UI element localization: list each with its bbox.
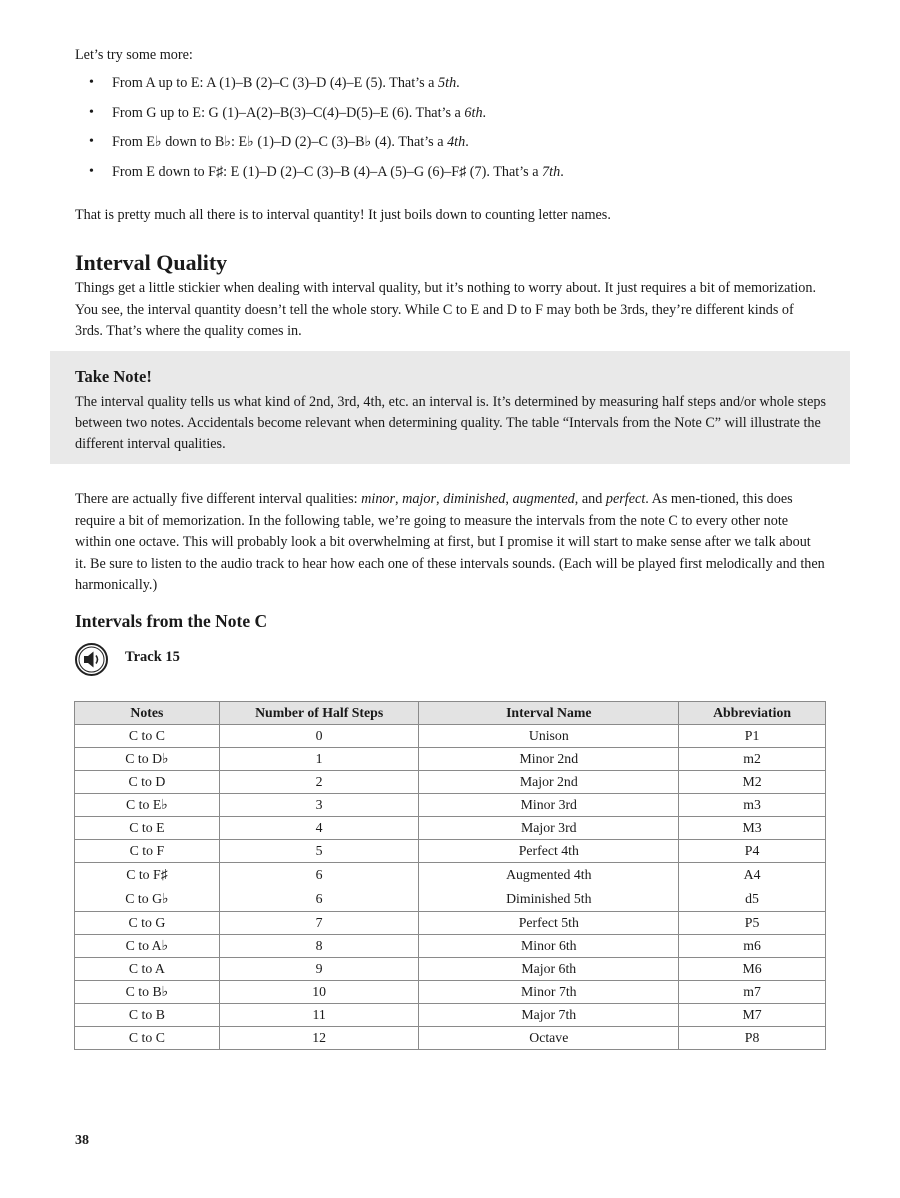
qualities-paragraph: There are actually five different interval qualities: minor, major, diminished, augmented, and perfect. As men-tioned, this does require a bit of memorization. In the following table, we’re going to measure the intervals from the note C to every other note within one octave. This will probably look a bit overwhelming at first, but I promise it will start to make sense after we talk about it. Be sure to listen to the audio track to hear how each one of these intervals sounds. (Each will be played first melodically and then harmonically.) — [75, 491, 825, 593]
section-paragraph: Things get a little stickier when dealing with interval quality, but it’s nothing to worry about. It just requires a bit of memorization. You see, the interval quantity doesn’t tell the whole story. While C to E and D to F may both be 3rds, they’re different kinds of 3rds. That’s where the quality comes in. — [75, 280, 817, 339]
cell-abbreviation: M3 — [679, 817, 826, 840]
cell-abbreviation: M2 — [679, 771, 826, 794]
cell-interval-name: Octave — [419, 1027, 679, 1050]
cell-notes: C to F♯ C to G♭ — [75, 863, 220, 912]
cell-notes: C to A — [75, 958, 220, 981]
cell-interval-name: Minor 6th — [419, 935, 679, 958]
table-row — [75, 1004, 826, 1027]
table-row — [75, 725, 826, 748]
cell-half-steps: 2 — [219, 771, 419, 794]
table-row — [75, 935, 826, 958]
header-notes: Notes — [75, 702, 220, 725]
cell-half-steps: 11 — [219, 1004, 419, 1027]
header-half-steps: Number of Half Steps — [219, 702, 419, 725]
cell-interval-name: Minor 2nd — [419, 748, 679, 771]
list-item: • From G up to E: G (1)–A(2)–B(3)–C(4)–D(5)–E (6). That’s a 6th. — [75, 103, 815, 133]
take-note-text: The interval quality tells us what kind of 2nd, 3rd, 4th, etc. an interval is. It’s determined by measuring half steps and/or whole steps between two notes. Accidentals become relevant when determining quality. The table “Intervals from the Note C” will illustrate the different interval qualities. — [75, 394, 826, 452]
cell-abbreviation: P1 — [679, 725, 826, 748]
cell-half-steps: 6 6 — [219, 863, 419, 912]
cell-notes: C to B♭ — [75, 981, 220, 1004]
cell-notes: C to D — [75, 771, 220, 794]
cell-abbreviation: P5 — [679, 912, 826, 935]
cell-notes: C to B — [75, 1004, 220, 1027]
cell-interval-name: Unison — [419, 725, 679, 748]
cell-abbreviation: M7 — [679, 1004, 826, 1027]
cell-notes: C to C — [75, 725, 220, 748]
cell-half-steps: 1 — [219, 748, 419, 771]
track-label: Track 15 — [125, 649, 180, 665]
table-row — [75, 817, 826, 840]
cell-half-steps: 8 — [219, 935, 419, 958]
cell-abbreviation: P8 — [679, 1027, 826, 1050]
cell-interval-name: Perfect 5th — [419, 912, 679, 935]
cell-notes: C to F — [75, 840, 220, 863]
cell-interval-name: Major 3rd — [419, 817, 679, 840]
cell-abbreviation: A4 d5 — [679, 863, 826, 912]
cell-notes: C to E — [75, 817, 220, 840]
section-heading: Interval Quality — [75, 250, 228, 275]
cell-interval-name: Minor 7th — [419, 981, 679, 1004]
table-row — [75, 981, 826, 1004]
cell-notes: C to C — [75, 1027, 220, 1050]
cell-notes: C to G — [75, 912, 220, 935]
table-row — [75, 748, 826, 771]
table-row — [75, 863, 826, 912]
table-row — [75, 1027, 826, 1050]
cell-interval-name: Major 7th — [419, 1004, 679, 1027]
cell-half-steps: 4 — [219, 817, 419, 840]
cell-interval-name: Perfect 4th — [419, 840, 679, 863]
cell-abbreviation: m3 — [679, 794, 826, 817]
cell-notes: C to E♭ — [75, 794, 220, 817]
intervals-table — [74, 701, 826, 1050]
cell-interval-name: Augmented 4th Diminished 5th — [419, 863, 679, 912]
example-list — [75, 73, 815, 191]
speaker-icon[interactable] — [75, 643, 108, 676]
table-header-row — [75, 702, 826, 725]
table-row — [75, 771, 826, 794]
cell-half-steps: 7 — [219, 912, 419, 935]
cell-interval-name: Major 2nd — [419, 771, 679, 794]
cell-abbreviation: P4 — [679, 840, 826, 863]
cell-notes: C to A♭ — [75, 935, 220, 958]
table-row — [75, 840, 826, 863]
take-note-box — [50, 351, 850, 464]
cell-notes: C to D♭ — [75, 748, 220, 771]
cell-half-steps: 5 — [219, 840, 419, 863]
table-row — [75, 958, 826, 981]
table-row — [75, 794, 826, 817]
cell-half-steps: 0 — [219, 725, 419, 748]
cell-abbreviation: m6 — [679, 935, 826, 958]
list-item: • From E down to F♯: E (1)–D (2)–C (3)–B (4)–A (5)–G (6)–F♯ (7). That’s a 7th. — [75, 162, 815, 192]
cell-interval-name: Minor 3rd — [419, 794, 679, 817]
take-note-title: Take Note! — [75, 367, 152, 386]
list-item: • From A up to E: A (1)–B (2)–C (3)–D (4)–E (5). That’s a 5th. — [75, 73, 815, 103]
cell-abbreviation: m7 — [679, 981, 826, 1004]
cell-half-steps: 10 — [219, 981, 419, 1004]
cell-interval-name: Major 6th — [419, 958, 679, 981]
cell-half-steps: 9 — [219, 958, 419, 981]
cell-abbreviation: m2 — [679, 748, 826, 771]
list-item: • From E♭ down to B♭: E♭ (1)–D (2)–C (3)–B♭ (4). That’s a 4th. — [75, 132, 815, 162]
table-row — [75, 912, 826, 935]
summary-text: That is pretty much all there is to interval quantity! It just boils down to counting letter names. — [75, 207, 611, 223]
cell-half-steps: 3 — [219, 794, 419, 817]
header-abbreviation: Abbreviation — [679, 702, 826, 725]
header-interval-name: Interval Name — [419, 702, 679, 725]
cell-abbreviation: M6 — [679, 958, 826, 981]
table-title: Intervals from the Note C — [75, 611, 268, 631]
page-number: 38 — [75, 1133, 89, 1148]
cell-half-steps: 12 — [219, 1027, 419, 1050]
intro-text: Let’s try some more: — [75, 47, 193, 63]
